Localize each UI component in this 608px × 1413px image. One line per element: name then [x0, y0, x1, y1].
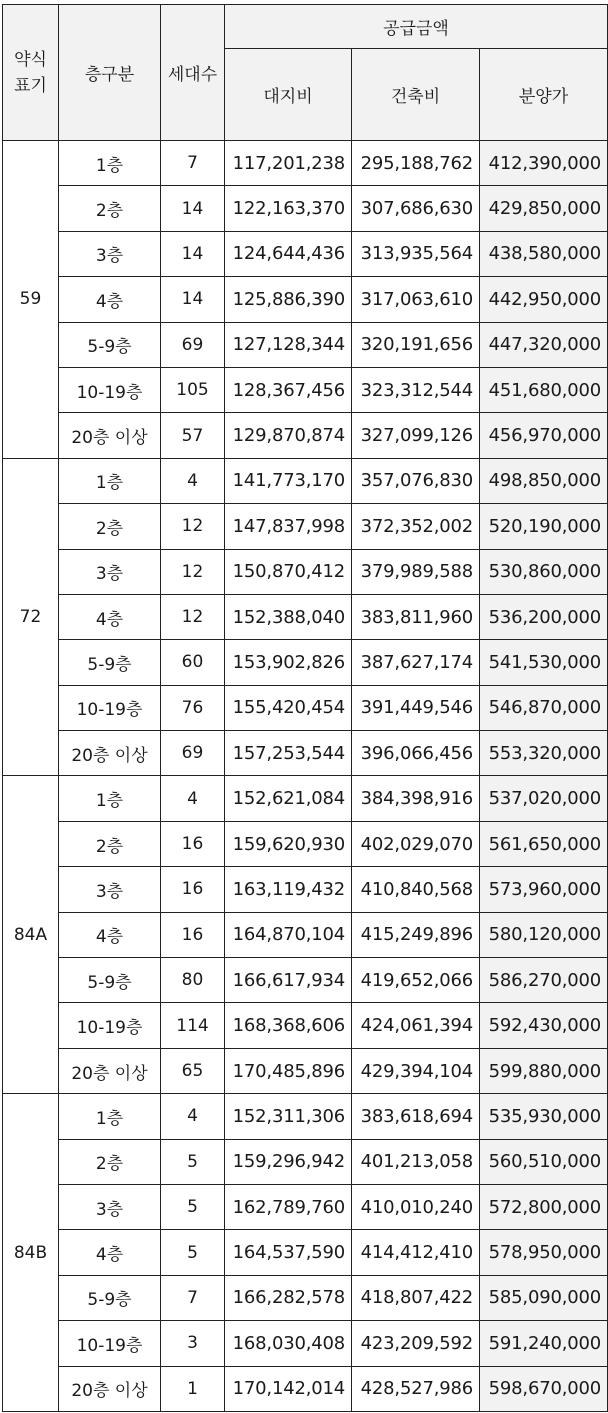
- building-cost-cell: 415,249,896: [352, 912, 480, 957]
- sale-price-cell: 561,650,000: [480, 821, 608, 866]
- sale-price-cell: 592,430,000: [480, 1003, 608, 1048]
- building-cost-cell: 372,352,002: [352, 504, 480, 549]
- floor-cell: 2층: [59, 504, 161, 549]
- building-cost-cell: 307,686,630: [352, 186, 480, 231]
- floor-cell: 5-9층: [59, 958, 161, 1003]
- floor-cell: 20층 이상: [59, 1048, 161, 1093]
- units-cell: 57: [161, 413, 225, 458]
- sale-price-cell: 456,970,000: [480, 413, 608, 458]
- building-cost-cell: 383,811,960: [352, 594, 480, 639]
- building-cost-cell: 410,840,568: [352, 867, 480, 912]
- table-row: [3, 1139, 608, 1184]
- units-cell: 12: [161, 504, 225, 549]
- table-row: [3, 1275, 608, 1320]
- floor-cell: 2층: [59, 1139, 161, 1184]
- floor-cell: 20층 이상: [59, 413, 161, 458]
- sale-price-cell: 442,950,000: [480, 277, 608, 322]
- units-cell: 114: [161, 1003, 225, 1048]
- land-cost-cell: 141,773,170: [225, 458, 352, 503]
- floor-cell: 5-9층: [59, 322, 161, 367]
- sale-price-cell: 498,850,000: [480, 458, 608, 503]
- building-cost-cell: 401,213,058: [352, 1139, 480, 1184]
- floor-cell: 4층: [59, 1230, 161, 1275]
- sale-price-cell: 535,930,000: [480, 1094, 608, 1139]
- building-cost-cell: 396,066,456: [352, 731, 480, 776]
- building-cost-cell: 429,394,104: [352, 1048, 480, 1093]
- sale-price-cell: 598,670,000: [480, 1366, 608, 1411]
- sale-price-cell: 578,950,000: [480, 1230, 608, 1275]
- units-cell: 65: [161, 1048, 225, 1093]
- table-row: [3, 640, 608, 685]
- building-cost-cell: 428,527,986: [352, 1366, 480, 1411]
- table-row: [3, 231, 608, 276]
- units-cell: 76: [161, 685, 225, 730]
- floor-cell: 4층: [59, 277, 161, 322]
- land-cost-cell: 162,789,760: [225, 1184, 352, 1229]
- land-cost-cell: 163,119,432: [225, 867, 352, 912]
- sale-price-cell: 447,320,000: [480, 322, 608, 367]
- sale-price-cell: 591,240,000: [480, 1321, 608, 1366]
- table-row: [3, 1184, 608, 1229]
- land-cost-cell: 150,870,412: [225, 549, 352, 594]
- land-cost-cell: 128,367,456: [225, 367, 352, 412]
- header-supply-amount: 공급금액: [225, 5, 608, 49]
- floor-cell: 10-19층: [59, 1003, 161, 1048]
- land-cost-cell: 166,617,934: [225, 958, 352, 1003]
- header-units: 세대수: [161, 5, 225, 141]
- table-row: [3, 1321, 608, 1366]
- building-cost-cell: 423,209,592: [352, 1321, 480, 1366]
- floor-cell: 2층: [59, 186, 161, 231]
- land-cost-cell: 166,282,578: [225, 1275, 352, 1320]
- units-cell: 69: [161, 322, 225, 367]
- sale-price-cell: 530,860,000: [480, 549, 608, 594]
- units-cell: 1: [161, 1366, 225, 1411]
- land-cost-cell: 147,837,998: [225, 504, 352, 549]
- table-row: [3, 141, 608, 186]
- header-floor: 층구분: [59, 5, 161, 141]
- floor-cell: 3층: [59, 231, 161, 276]
- sale-price-cell: 560,510,000: [480, 1139, 608, 1184]
- sale-price-cell: 580,120,000: [480, 912, 608, 957]
- unit-type-cell: 59: [3, 141, 59, 459]
- units-cell: 105: [161, 367, 225, 412]
- land-cost-cell: 164,537,590: [225, 1230, 352, 1275]
- table-row: [3, 277, 608, 322]
- building-cost-cell: 419,652,066: [352, 958, 480, 1003]
- units-cell: 80: [161, 958, 225, 1003]
- sale-price-cell: 541,530,000: [480, 640, 608, 685]
- sale-price-cell: 429,850,000: [480, 186, 608, 231]
- units-cell: 5: [161, 1230, 225, 1275]
- land-cost-cell: 159,296,942: [225, 1139, 352, 1184]
- table-row: [3, 413, 608, 458]
- floor-cell: 1층: [59, 141, 161, 186]
- building-cost-cell: 424,061,394: [352, 1003, 480, 1048]
- table-row: [3, 322, 608, 367]
- floor-cell: 1층: [59, 776, 161, 821]
- header-building-cost: 건축비: [352, 49, 480, 141]
- land-cost-cell: 117,201,238: [225, 141, 352, 186]
- table-row: [3, 1366, 608, 1411]
- building-cost-cell: 418,807,422: [352, 1275, 480, 1320]
- unit-type-cell: 84A: [3, 776, 59, 1094]
- building-cost-cell: 379,989,588: [352, 549, 480, 594]
- header-type: 약식 표기: [3, 5, 59, 141]
- building-cost-cell: 410,010,240: [352, 1184, 480, 1229]
- floor-cell: 1층: [59, 458, 161, 503]
- floor-cell: 3층: [59, 549, 161, 594]
- units-cell: 16: [161, 867, 225, 912]
- header-land-cost: 대지비: [225, 49, 352, 141]
- units-cell: 12: [161, 594, 225, 639]
- floor-cell: 10-19층: [59, 367, 161, 412]
- units-cell: 14: [161, 231, 225, 276]
- building-cost-cell: 357,076,830: [352, 458, 480, 503]
- building-cost-cell: 323,312,544: [352, 367, 480, 412]
- building-cost-cell: 327,099,126: [352, 413, 480, 458]
- sale-price-cell: 553,320,000: [480, 731, 608, 776]
- units-cell: 4: [161, 458, 225, 503]
- floor-cell: 3층: [59, 867, 161, 912]
- building-cost-cell: 387,627,174: [352, 640, 480, 685]
- table-row: [3, 186, 608, 231]
- sale-price-cell: 438,580,000: [480, 231, 608, 276]
- table-row: [3, 1230, 608, 1275]
- units-cell: 16: [161, 821, 225, 866]
- land-cost-cell: 170,485,896: [225, 1048, 352, 1093]
- floor-cell: 4층: [59, 912, 161, 957]
- land-cost-cell: 152,311,306: [225, 1094, 352, 1139]
- table-header: [3, 5, 608, 141]
- supply-price-table: [2, 4, 608, 1412]
- table-row: [3, 821, 608, 866]
- land-cost-cell: 125,886,390: [225, 277, 352, 322]
- units-cell: 7: [161, 141, 225, 186]
- floor-cell: 5-9층: [59, 640, 161, 685]
- table-row: [3, 867, 608, 912]
- header-sale-price: 분양가: [480, 49, 608, 141]
- table-row: [3, 731, 608, 776]
- units-cell: 5: [161, 1139, 225, 1184]
- table-row: [3, 912, 608, 957]
- land-cost-cell: 157,253,544: [225, 731, 352, 776]
- sale-price-cell: 585,090,000: [480, 1275, 608, 1320]
- units-cell: 4: [161, 776, 225, 821]
- land-cost-cell: 153,902,826: [225, 640, 352, 685]
- unit-type-cell: 72: [3, 458, 59, 776]
- land-cost-cell: 129,870,874: [225, 413, 352, 458]
- table-row: [3, 1094, 608, 1139]
- units-cell: 14: [161, 277, 225, 322]
- floor-cell: 1층: [59, 1094, 161, 1139]
- table-row: [3, 1003, 608, 1048]
- land-cost-cell: 127,128,344: [225, 322, 352, 367]
- land-cost-cell: 164,870,104: [225, 912, 352, 957]
- sale-price-cell: 573,960,000: [480, 867, 608, 912]
- units-cell: 14: [161, 186, 225, 231]
- unit-type-cell: 84B: [3, 1094, 59, 1412]
- table-row: [3, 594, 608, 639]
- sale-price-cell: 537,020,000: [480, 776, 608, 821]
- floor-cell: 3층: [59, 1184, 161, 1229]
- units-cell: 69: [161, 731, 225, 776]
- floor-cell: 4층: [59, 594, 161, 639]
- building-cost-cell: 414,412,410: [352, 1230, 480, 1275]
- sale-price-cell: 572,800,000: [480, 1184, 608, 1229]
- units-cell: 7: [161, 1275, 225, 1320]
- building-cost-cell: 383,618,694: [352, 1094, 480, 1139]
- land-cost-cell: 124,644,436: [225, 231, 352, 276]
- floor-cell: 5-9층: [59, 1275, 161, 1320]
- land-cost-cell: 122,163,370: [225, 186, 352, 231]
- land-cost-cell: 152,621,084: [225, 776, 352, 821]
- sale-price-cell: 520,190,000: [480, 504, 608, 549]
- floor-cell: 10-19층: [59, 1321, 161, 1366]
- land-cost-cell: 152,388,040: [225, 594, 352, 639]
- building-cost-cell: 391,449,546: [352, 685, 480, 730]
- units-cell: 4: [161, 1094, 225, 1139]
- sale-price-cell: 451,680,000: [480, 367, 608, 412]
- building-cost-cell: 313,935,564: [352, 231, 480, 276]
- building-cost-cell: 402,029,070: [352, 821, 480, 866]
- sale-price-cell: 599,880,000: [480, 1048, 608, 1093]
- land-cost-cell: 168,030,408: [225, 1321, 352, 1366]
- floor-cell: 20층 이상: [59, 1366, 161, 1411]
- units-cell: 16: [161, 912, 225, 957]
- table-row: [3, 958, 608, 1003]
- table-row: [3, 367, 608, 412]
- building-cost-cell: 295,188,762: [352, 141, 480, 186]
- floor-cell: 10-19층: [59, 685, 161, 730]
- table-body: [3, 141, 608, 1412]
- land-cost-cell: 170,142,014: [225, 1366, 352, 1411]
- table-row: [3, 458, 608, 503]
- table-row: [3, 549, 608, 594]
- building-cost-cell: 384,398,916: [352, 776, 480, 821]
- building-cost-cell: 317,063,610: [352, 277, 480, 322]
- floor-cell: 20층 이상: [59, 731, 161, 776]
- sale-price-cell: 412,390,000: [480, 141, 608, 186]
- sale-price-cell: 546,870,000: [480, 685, 608, 730]
- table-row: [3, 1048, 608, 1093]
- units-cell: 5: [161, 1184, 225, 1229]
- units-cell: 3: [161, 1321, 225, 1366]
- table-row: [3, 504, 608, 549]
- units-cell: 60: [161, 640, 225, 685]
- building-cost-cell: 320,191,656: [352, 322, 480, 367]
- sale-price-cell: 586,270,000: [480, 958, 608, 1003]
- table-row: [3, 685, 608, 730]
- land-cost-cell: 155,420,454: [225, 685, 352, 730]
- floor-cell: 2층: [59, 821, 161, 866]
- units-cell: 12: [161, 549, 225, 594]
- land-cost-cell: 168,368,606: [225, 1003, 352, 1048]
- land-cost-cell: 159,620,930: [225, 821, 352, 866]
- sale-price-cell: 536,200,000: [480, 594, 608, 639]
- table-row: [3, 776, 608, 821]
